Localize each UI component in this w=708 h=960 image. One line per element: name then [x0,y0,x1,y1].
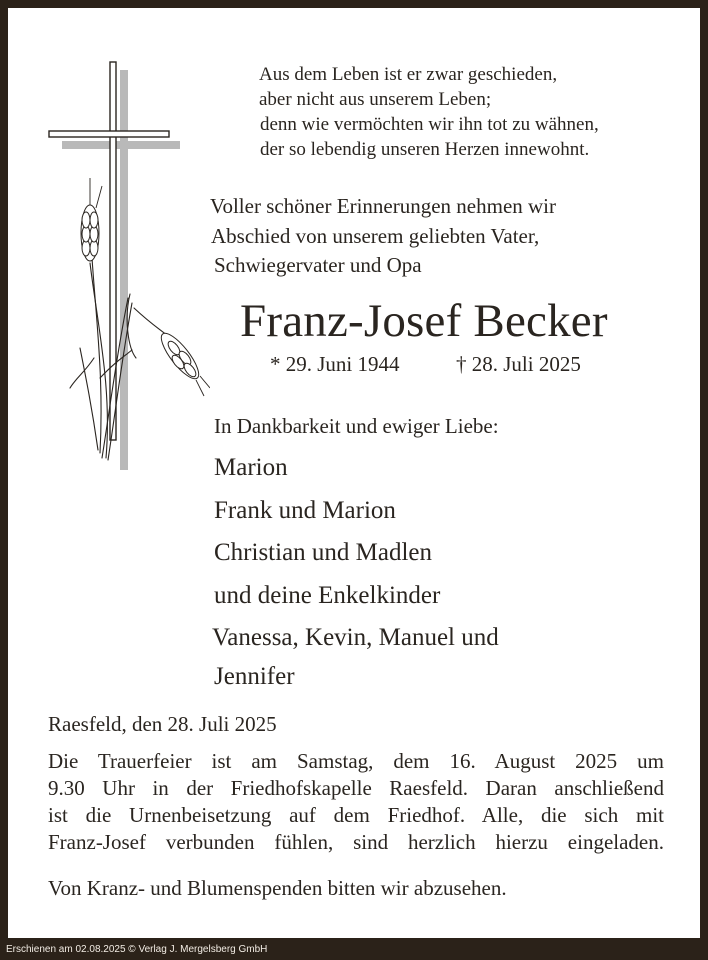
mourner-entry: Jennifer [214,663,295,690]
obituary-notice [8,8,700,938]
deceased-name: Franz-Josef Becker [240,295,608,347]
death-date: † 28. Juli 2025 [456,352,581,376]
intro-line: Voller schöner Erinnerungen nehmen wir [210,194,557,218]
funeral-line: Franz-Josef verbunden fühlen, sind herzlich hierzu eingeladen. [48,830,664,854]
intro-line: Schwiegervater und Opa [214,253,422,277]
intro-text [212,192,556,281]
cross-with-wheat-icon [40,58,210,478]
funeral-details [48,748,664,856]
flowers-note: Von Kranz- und Blumenspenden bitten wir abzusehen. [48,876,507,900]
mourners-list [214,450,499,702]
funeral-line: Die Trauerfeier ist am Samstag, dem 16. August 2025 um [48,749,664,773]
dedication-line: In Dankbarkeit und ewiger Liebe: [214,414,499,438]
funeral-line: 9.30 Uhr in der Friedhofskapelle Raesfeld. Daran anschließend [48,776,664,800]
poem-line: der so lebendig unseren Herzen innewohnt. [260,139,590,160]
mourner-entry: und deine Enkelkinder [214,581,441,609]
birth-date: * 29. Juni 1944 [270,352,400,376]
mourner-entry: Frank und Marion [214,496,396,524]
intro-line: Abschied von unserem geliebten Vater, [211,223,540,248]
poem-line: denn wie vermöchten wir ihn tot zu wähnen, [260,114,599,135]
funeral-line: ist die Urnenbeisetzung auf dem Friedhof. Alle, die sich mit [48,803,664,827]
poem-line: Aus dem Leben ist er zwar geschieden, [259,64,558,85]
mourner-entry: Christian und Madlen [214,539,433,566]
mourner-entry: Marion [214,454,288,481]
poem-line: aber nicht aus unserem Leben; [259,89,492,110]
memorial-poem [259,62,598,162]
place-and-date: Raesfeld, den 28. Juli 2025 [48,712,277,736]
mourner-entry: Vanessa, Kevin, Manuel und [212,624,499,651]
publication-footer: Erschienen am 02.08.2025 © Verlag J. Mergelsberg GmbH [6,944,268,955]
